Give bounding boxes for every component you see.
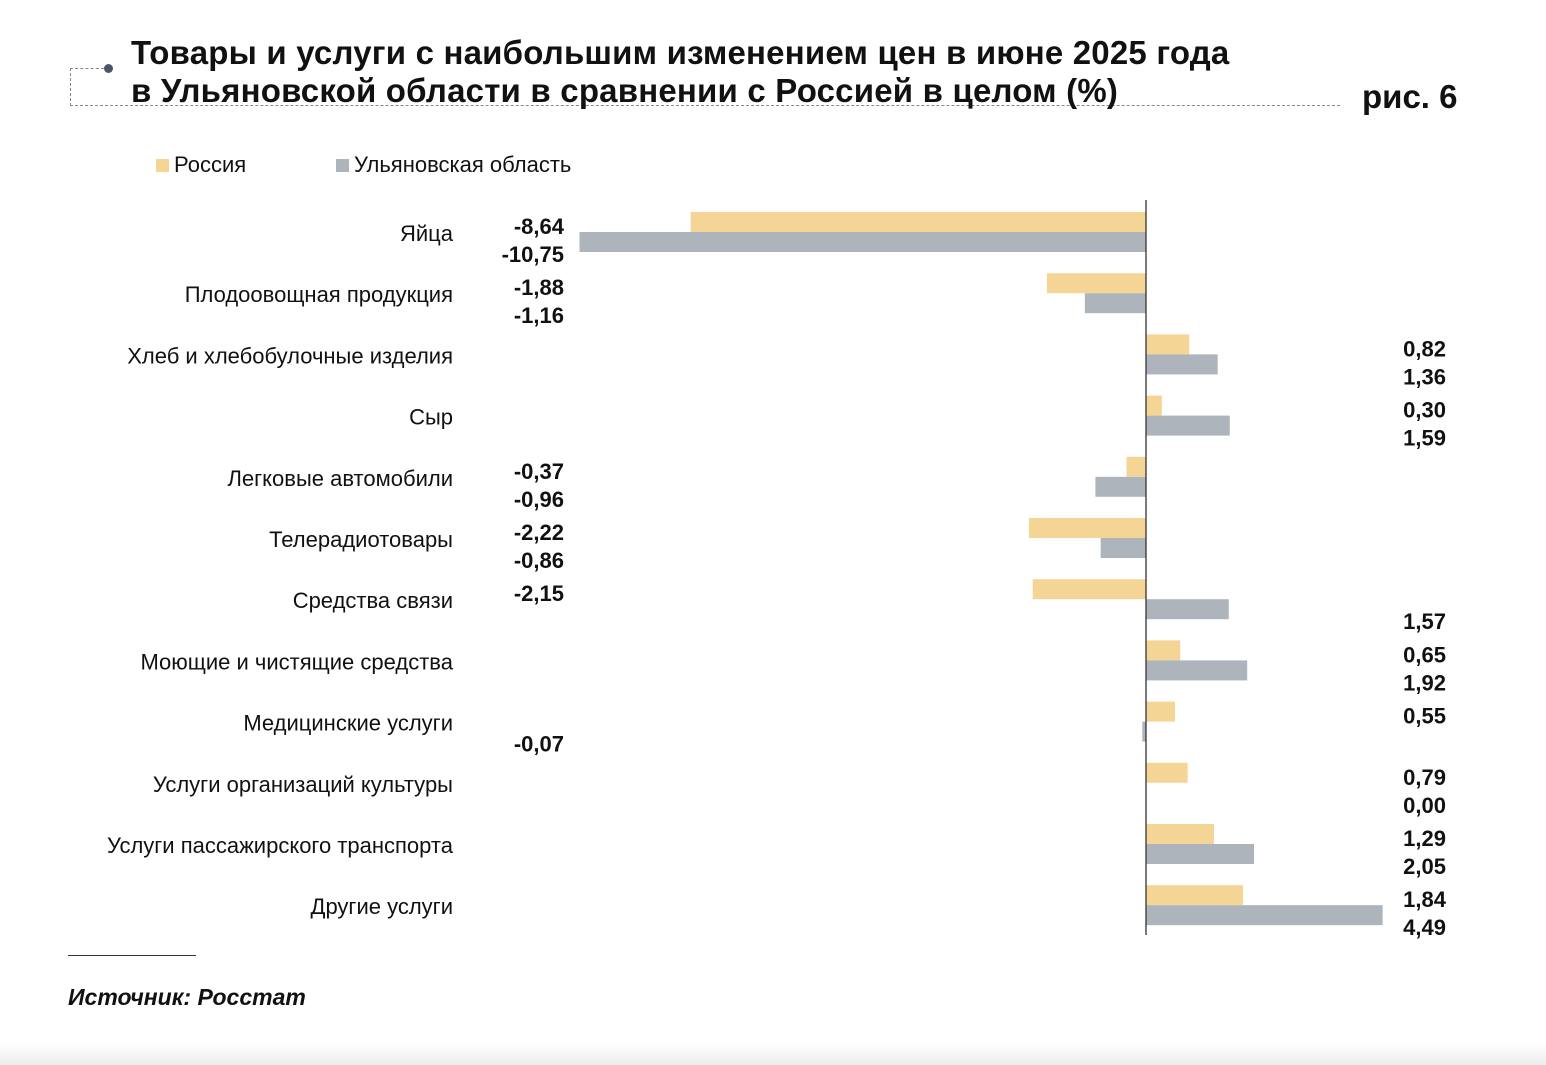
bar (691, 212, 1146, 232)
category-label: Другие услуги (310, 894, 453, 920)
legend-label-russia: Россия (174, 152, 247, 177)
category-label: Хлеб и хлебобулочные изделия (127, 343, 453, 369)
data-label: 0,30 (1403, 397, 1446, 423)
data-label: -2,22 (513, 520, 564, 545)
category-label: Легковые автомобили (227, 465, 453, 491)
data-label: 0,65 (1403, 642, 1446, 668)
category-label: Услуги пассажирского транспорта (106, 833, 453, 858)
data-label: 1,36 (1403, 364, 1446, 390)
data-label: 1,59 (1403, 425, 1446, 451)
data-label: -2,15 (513, 581, 564, 607)
bar (1029, 518, 1146, 538)
data-label: 2,05 (1403, 854, 1446, 879)
category-label: Средства связи (292, 588, 453, 614)
source-note: Источник: Росстат (68, 984, 306, 1010)
bar (1146, 396, 1162, 416)
data-label: -8,64 (513, 214, 564, 239)
data-label: 4,49 (1403, 915, 1446, 941)
bar (1146, 885, 1243, 905)
bar (1033, 579, 1146, 599)
category-label: Телерадиотовары (269, 527, 453, 552)
bar (1146, 599, 1229, 619)
bar (1085, 293, 1146, 313)
data-label: -1,88 (513, 275, 564, 301)
chart-title-line2: в Ульяновской области в сравнении с Россией в целом (%) (131, 72, 1119, 109)
data-label: 0,82 (1403, 336, 1446, 362)
legend-label-ulyanovsk: Ульяновская область (354, 152, 572, 177)
data-label: 0,55 (1403, 703, 1446, 729)
bar (1146, 416, 1230, 436)
data-label: 0,79 (1403, 764, 1446, 790)
data-label: 1,57 (1403, 609, 1446, 635)
data-label: 1,29 (1403, 826, 1446, 851)
bar (1146, 763, 1188, 783)
category-label: Сыр (409, 404, 453, 430)
bar (1095, 477, 1146, 497)
data-label: -0,96 (513, 486, 564, 512)
figure-label: рис. 6 (1362, 78, 1458, 115)
category-label: Яйца (399, 221, 453, 246)
source-divider (68, 955, 196, 956)
bar (1146, 844, 1254, 864)
data-label: -0,86 (513, 548, 564, 573)
bar (1146, 354, 1218, 374)
bar (1146, 905, 1383, 925)
bar (1146, 824, 1214, 844)
bar (1127, 457, 1146, 477)
category-label: Моющие и чистящие средства (140, 649, 453, 675)
bar (1047, 273, 1146, 293)
category-label: Плодоовощная продукция (184, 282, 453, 308)
category-label: Услуги организаций культуры (152, 771, 453, 797)
data-label: 1,84 (1403, 887, 1446, 913)
data-label: -1,16 (513, 303, 564, 329)
data-label: 0,00 (1403, 792, 1446, 818)
bar (1146, 702, 1175, 722)
bar (1146, 660, 1247, 680)
bar (1101, 538, 1146, 558)
data-label: -10,75 (501, 242, 564, 267)
page-bottom-shade (0, 1043, 1546, 1065)
data-label: -0,07 (513, 731, 564, 757)
bar (1146, 640, 1180, 660)
data-label: -0,37 (513, 458, 564, 484)
data-label: 1,92 (1403, 670, 1446, 696)
bar (579, 232, 1146, 252)
chart-title-line1: Товары и услуги с наибольшим изменением цен в июне 2025 года (131, 34, 1230, 71)
category-label: Медицинские услуги (243, 710, 453, 736)
bar (1146, 334, 1189, 354)
